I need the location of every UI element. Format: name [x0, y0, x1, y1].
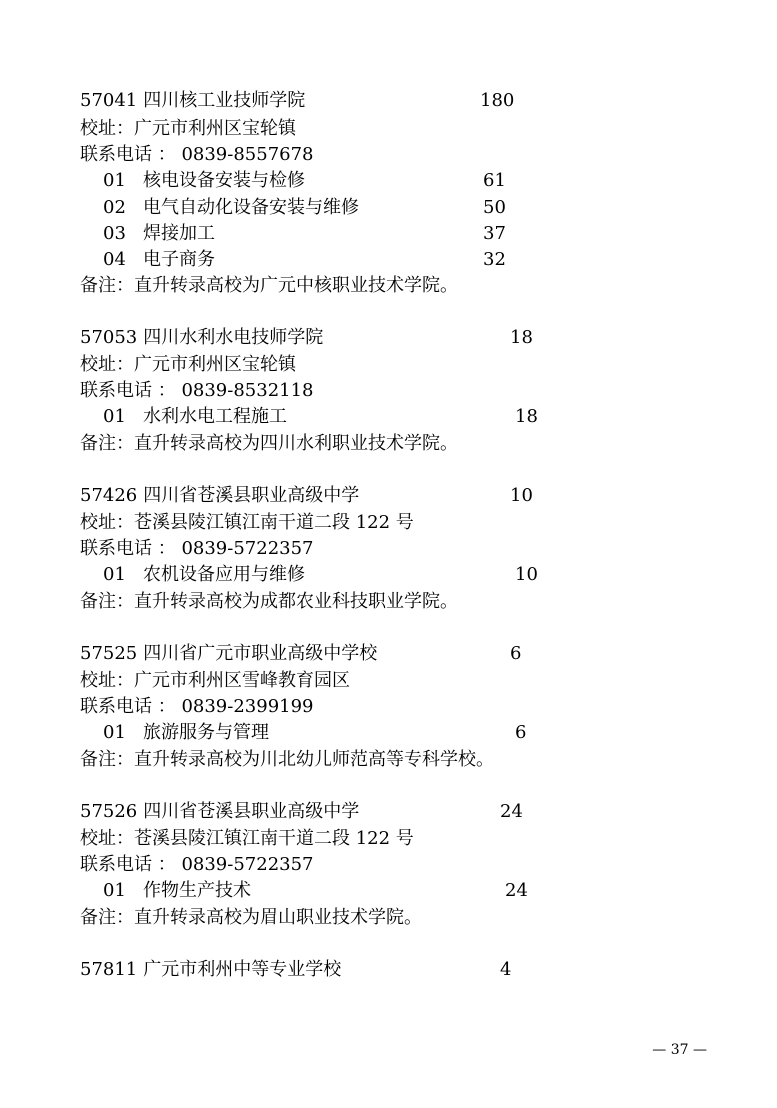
school-code: 57041: [80, 90, 138, 111]
major-code: 01: [103, 406, 126, 427]
major-row: [103, 247, 215, 273]
school-phone: 联系电话 ： 0839-5722357: [80, 538, 314, 559]
school-quota: 24: [500, 801, 523, 822]
major-quota: 37: [483, 223, 506, 244]
major-name: 核电设备安装与检修: [143, 170, 305, 191]
major-code: 01: [103, 170, 126, 191]
school-code: 57811: [80, 959, 138, 980]
page-number: — 37 —: [652, 1042, 707, 1058]
major-code: 01: [103, 564, 126, 585]
school-name: 广元市利州中等专业学校: [143, 959, 342, 980]
school-address: 校址：苍溪县陵江镇江南干道二段 122 号: [80, 828, 414, 849]
major-name: 旅游服务与管理: [143, 722, 269, 743]
school-address: 校址：广元市利州区雪峰教育园区: [80, 670, 350, 691]
major-row: [103, 562, 305, 588]
major-name: 焊接加工: [143, 223, 215, 244]
major-row: [103, 878, 251, 904]
school-title: [80, 641, 377, 667]
school-phone: 联系电话 ： 0839-5722357: [80, 854, 314, 875]
school-name: 四川水利水电技师学院: [143, 327, 324, 348]
school-address: 校址：苍溪县陵江镇江南干道二段 122 号: [80, 512, 414, 533]
school-phone: 联系电话 ： 0839-8532118: [80, 380, 314, 401]
major-code: 02: [103, 197, 126, 218]
school-phone: 联系电话 ： 0839-2399199: [80, 696, 314, 717]
school-quota: 10: [510, 485, 533, 506]
school-title: [80, 88, 305, 114]
school-address: 校址：广元市利州区宝轮镇: [80, 118, 296, 139]
major-code: 03: [103, 223, 126, 244]
school-title: [80, 957, 341, 983]
major-row: [103, 195, 359, 221]
school-title: [80, 799, 359, 825]
school-quota: 18: [510, 327, 533, 348]
major-quota: 10: [515, 564, 538, 585]
school-code: 57525: [80, 643, 138, 664]
major-code: 01: [103, 722, 126, 743]
major-quota: 18: [515, 406, 538, 427]
major-quota: 6: [515, 722, 527, 743]
major-name: 电气自动化设备安装与维修: [143, 197, 359, 218]
school-address: 校址：广元市利州区宝轮镇: [80, 354, 296, 375]
school-name: 四川省苍溪县职业高级中学: [143, 485, 360, 506]
major-name: 作物生产技术: [143, 880, 251, 901]
school-code: 57053: [80, 327, 138, 348]
major-row: [103, 221, 215, 247]
school-name: 四川省广元市职业高级中学校: [143, 643, 378, 664]
school-title: [80, 325, 323, 351]
school-note: 备注：直升转录高校为川北幼儿师范高等专科学校。: [80, 749, 494, 770]
school-code: 57426: [80, 485, 138, 506]
school-note: 备注：直升转录高校为眉山职业技术学院。: [80, 907, 422, 928]
school-phone: 联系电话 ： 0839-8557678: [80, 144, 314, 165]
school-quota: 4: [500, 959, 512, 980]
school-code: 57526: [80, 801, 138, 822]
school-name: 四川省苍溪县职业高级中学: [143, 801, 360, 822]
major-code: 04: [103, 249, 126, 270]
major-name: 农机设备应用与维修: [143, 564, 305, 585]
major-quota: 24: [505, 880, 528, 901]
school-name: 四川核工业技师学院: [143, 90, 306, 111]
major-quota: 61: [483, 170, 506, 191]
major-name: 电子商务: [143, 249, 215, 270]
school-note: 备注：直升转录高校为广元中核职业技术学院。: [80, 275, 458, 296]
school-quota: 180: [480, 90, 515, 111]
major-row: [103, 404, 287, 430]
major-row: [103, 720, 269, 746]
major-quota: 32: [483, 249, 506, 270]
school-note: 备注：直升转录高校为成都农业科技职业学院。: [80, 591, 458, 612]
major-name: 水利水电工程施工: [143, 406, 287, 427]
school-title: [80, 483, 359, 509]
major-row: [103, 168, 305, 194]
school-note: 备注：直升转录高校为四川水利职业技术学院。: [80, 433, 458, 454]
school-quota: 6: [510, 643, 522, 664]
major-code: 01: [103, 880, 126, 901]
major-quota: 50: [483, 197, 506, 218]
